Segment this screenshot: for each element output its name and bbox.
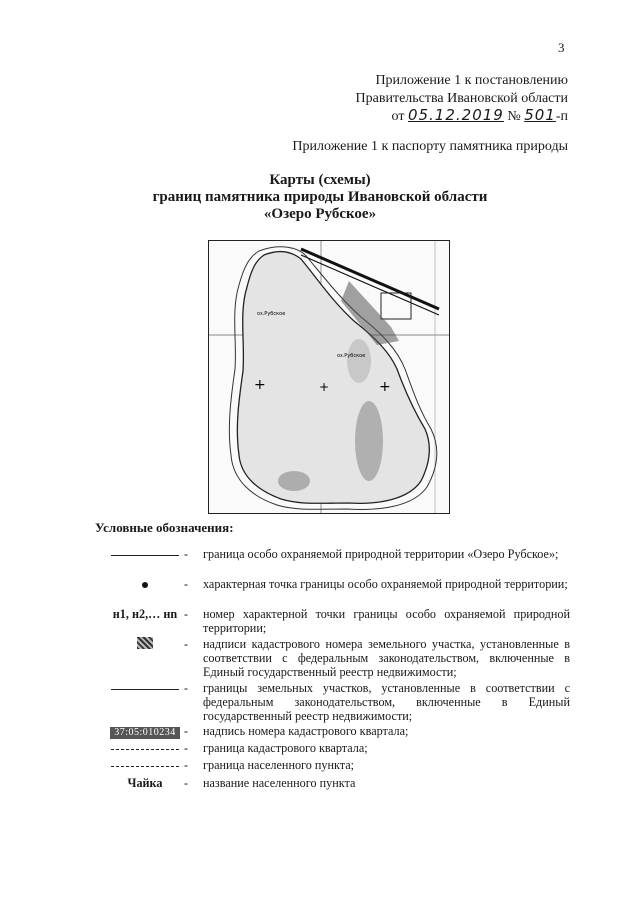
- appendix-date-line: [392, 106, 568, 126]
- legend-item-boundary: - граница особо охраняемой природной территории «Озеро Рубское»;: [95, 547, 570, 577]
- hatched-box-symbol: [137, 637, 153, 649]
- number-suffix: -п: [555, 109, 568, 124]
- dot-symbol: [142, 582, 148, 588]
- legend-item-settlement-name: Чайка - название населенного пункта: [127, 776, 356, 790]
- title-line-2: границ памятника природы Ивановской области: [152, 189, 488, 205]
- svg-text:+: +: [319, 380, 330, 394]
- passport-appendix: Приложение 1 к паспорту памятника природы: [292, 139, 568, 154]
- legend-item-quarter-number: 37:05:010234 - надпись номера кадастрового квартала;: [95, 724, 570, 740]
- svg-text:+: +: [379, 379, 391, 395]
- boundary-map: [208, 240, 450, 514]
- legend-item-quarter-boundary: - граница кадастрового квартала;: [95, 741, 570, 757]
- legend-item-land-boundaries: - границы земельных участков, установленные в соответствии с федеральным законодательством, включенные в Единый государственный реестр недвижимости;: [95, 681, 570, 725]
- appendix-line-2: Правительства Ивановской области: [355, 91, 568, 106]
- title-line-3: «Озеро Рубское»: [263, 206, 377, 222]
- date-value: 05.12.2019: [407, 106, 504, 124]
- appendix-line-1: Приложение 1 к постановлению: [375, 73, 568, 88]
- number-value: 501: [524, 106, 556, 124]
- legend-title: Условные обозначения:: [95, 520, 234, 535]
- map-label-left: оз.Рубское: [257, 311, 286, 317]
- legend-item-settlement-boundary: - граница населенного пункта;: [95, 758, 570, 774]
- quarter-number-symbol: 37:05:010234: [110, 727, 180, 739]
- date-prefix: от: [391, 109, 405, 124]
- legend-item-point-number: н1, н2,… нn - номер характерной точки границы особо охраняемой природной территории;: [112, 607, 570, 635]
- solid-line-symbol: [111, 555, 179, 556]
- title-line-1: Карты (схемы): [269, 172, 371, 188]
- dashed-line-symbol: [111, 749, 179, 750]
- legend-item-cadastral-label: - надписи кадастрового номера земельного участка, установленные в соответствии с федеральным законодательством, включенные в Единый государственный реестр недвижимости;: [95, 637, 570, 681]
- dashed-line-symbol-2: [111, 766, 179, 767]
- solid-line-symbol-2: [111, 689, 179, 690]
- map-label-center: оз.Рубское: [337, 353, 366, 359]
- svg-text:+: +: [254, 377, 266, 393]
- page-number: 3: [558, 40, 565, 55]
- number-prefix: №: [507, 109, 521, 124]
- map-drawing: [209, 241, 449, 513]
- legend-item-point: - характерная точка границы особо охраняемой природной территории;: [95, 577, 570, 607]
